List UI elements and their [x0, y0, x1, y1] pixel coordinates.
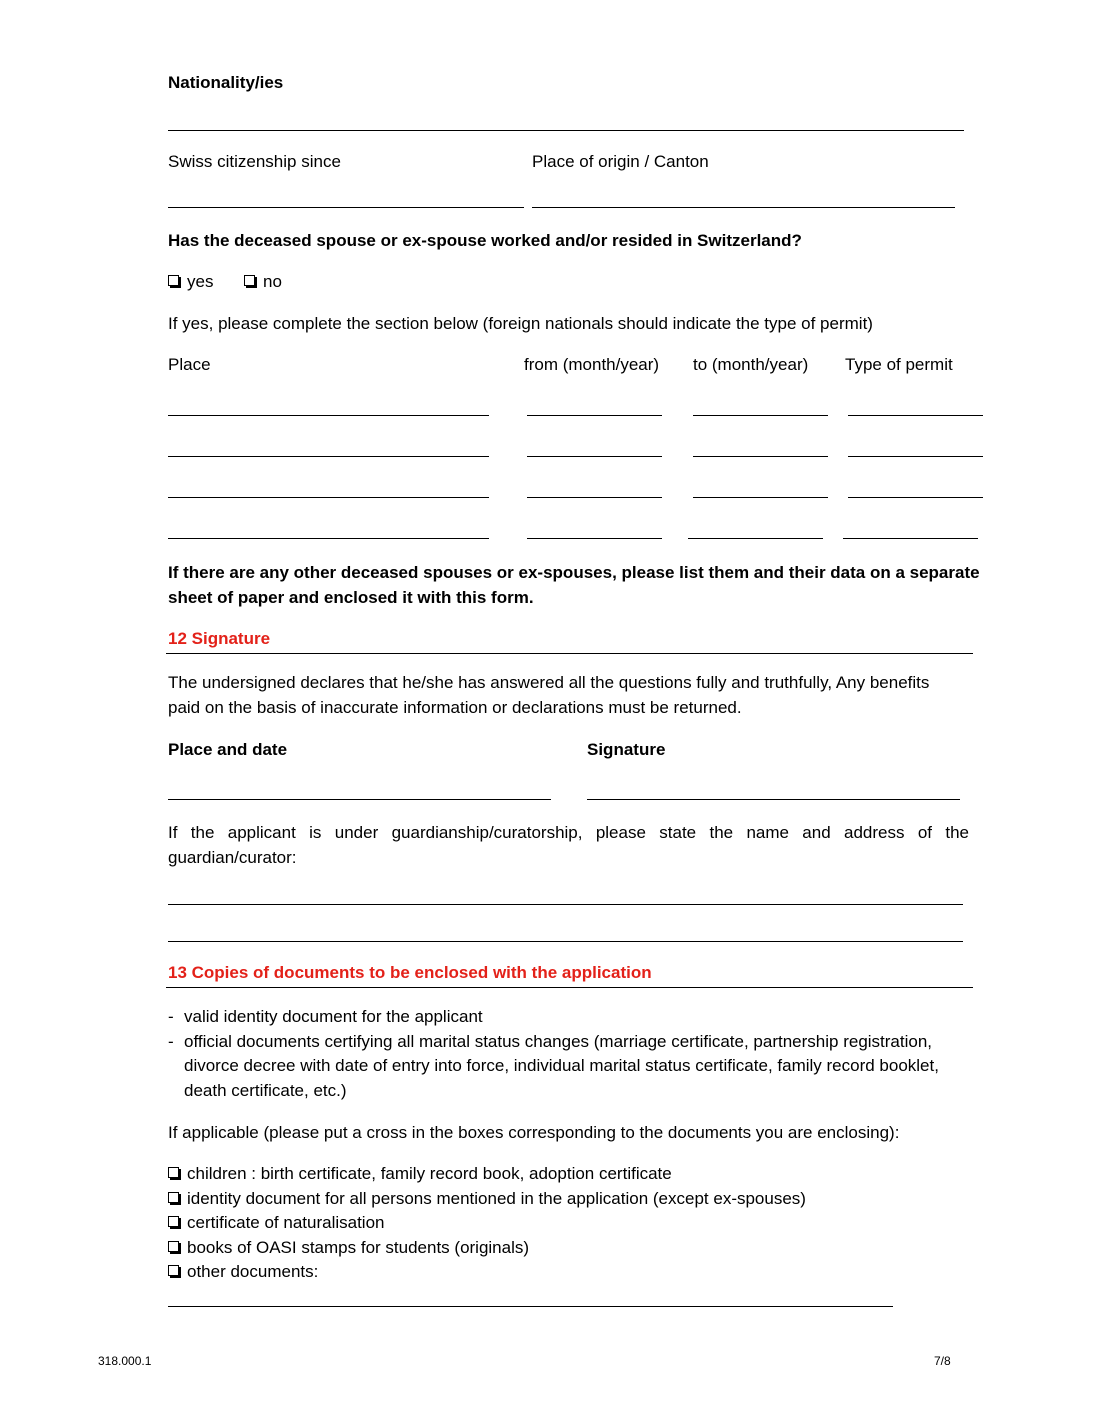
place-field-4[interactable] [168, 538, 489, 539]
checkbox[interactable] [168, 1192, 179, 1203]
column-from: from (month/year) [524, 355, 660, 374]
section-divider [166, 653, 973, 654]
place-origin-field[interactable] [532, 207, 955, 208]
children-documents-item[interactable]: children : birth certificate, family record book, adoption certificate [168, 1162, 971, 1187]
column-permit: Type of permit [845, 355, 953, 374]
page-number: 7/8 [934, 1354, 951, 1368]
optional-documents-list [168, 1162, 971, 1285]
guardian-text: If the applicant is under guardianship/curatorship, please state the name and address of the guardian/curator: [168, 823, 969, 867]
list-item: - official documents certifying all marital status changes (marriage certificate, partnership registration, divorce decree with date of entry into force, individual marital status certificate, family record booklet, death certificate, etc.) [168, 1031, 939, 1100]
other-documents-item[interactable]: other documents: [168, 1260, 971, 1285]
declaration-text: The undersigned declares that he/she has answered all the questions fully and truthfully, Any benefits paid on the basis of inaccurate information or declarations must be returned. [168, 673, 930, 717]
other-spouses-note: If there are any other deceased spouses or ex-spouses, please list them and their data on a separate sheet of paper and enclosed it with this form. [168, 563, 980, 607]
from-field-2[interactable] [527, 456, 662, 457]
identity-documents-item[interactable]: identity document for all persons mentioned in the application (except ex-spouses) [168, 1187, 971, 1212]
guardian-field-2[interactable] [168, 941, 963, 942]
column-place: Place [168, 355, 211, 374]
residence-no-option[interactable] [244, 270, 282, 294]
place-field-3[interactable] [168, 497, 489, 498]
to-field-3[interactable] [693, 497, 828, 498]
permit-field-2[interactable] [848, 456, 983, 457]
no-label: no [263, 272, 282, 291]
no-checkbox[interactable] [244, 275, 255, 286]
from-field-3[interactable] [527, 497, 662, 498]
signature-field[interactable] [587, 799, 960, 800]
place-origin-label: Place of origin / Canton [532, 152, 709, 171]
checkbox[interactable] [168, 1241, 179, 1252]
column-to: to (month/year) [693, 355, 809, 374]
swiss-since-label: Swiss citizenship since [168, 152, 341, 171]
other-documents-field[interactable] [168, 1306, 893, 1307]
from-field-4[interactable] [527, 538, 662, 539]
to-field-2[interactable] [693, 456, 828, 457]
signature-label: Signature [587, 740, 666, 759]
nationality-label: Nationality/ies [168, 73, 284, 92]
residence-instruction: If yes, please complete the section below (foreign nationals should indicate the type of permit) [168, 314, 873, 333]
place-field-1[interactable] [168, 415, 489, 416]
place-date-field[interactable] [168, 799, 551, 800]
list-item: - valid identity document for the applicant [168, 1007, 483, 1026]
residence-yes-option[interactable] [168, 270, 213, 294]
permit-field-3[interactable] [848, 497, 983, 498]
applicable-intro: If applicable (please put a cross in the boxes corresponding to the documents you are enclosing): [168, 1123, 900, 1142]
yes-label: yes [187, 272, 214, 291]
oasi-stamps-item[interactable]: books of OASI stamps for students (originals) [168, 1236, 971, 1261]
permit-field-1[interactable] [848, 415, 983, 416]
naturalisation-item[interactable]: certificate of naturalisation [168, 1211, 971, 1236]
section-divider [166, 987, 973, 988]
signature-section-heading: 12 Signature [168, 629, 271, 648]
to-field-4[interactable] [688, 538, 823, 539]
required-documents-list [168, 1005, 958, 1103]
to-field-1[interactable] [693, 415, 828, 416]
residence-question: Has the deceased spouse or ex-spouse worked and/or resided in Switzerland? [168, 231, 802, 250]
swiss-since-field[interactable] [168, 207, 524, 208]
nationality-field[interactable] [168, 130, 964, 131]
checkbox[interactable] [168, 1167, 179, 1178]
place-date-label: Place and date [168, 740, 288, 759]
place-field-2[interactable] [168, 456, 489, 457]
yes-checkbox[interactable] [168, 275, 179, 286]
checkbox[interactable] [168, 1216, 179, 1227]
guardian-field-1[interactable] [168, 904, 963, 905]
documents-section-heading: 13 Copies of documents to be enclosed with the application [168, 963, 652, 982]
permit-field-4[interactable] [843, 538, 978, 539]
form-number: 318.000.1 [98, 1354, 152, 1368]
checkbox[interactable] [168, 1265, 179, 1276]
from-field-1[interactable] [527, 415, 662, 416]
